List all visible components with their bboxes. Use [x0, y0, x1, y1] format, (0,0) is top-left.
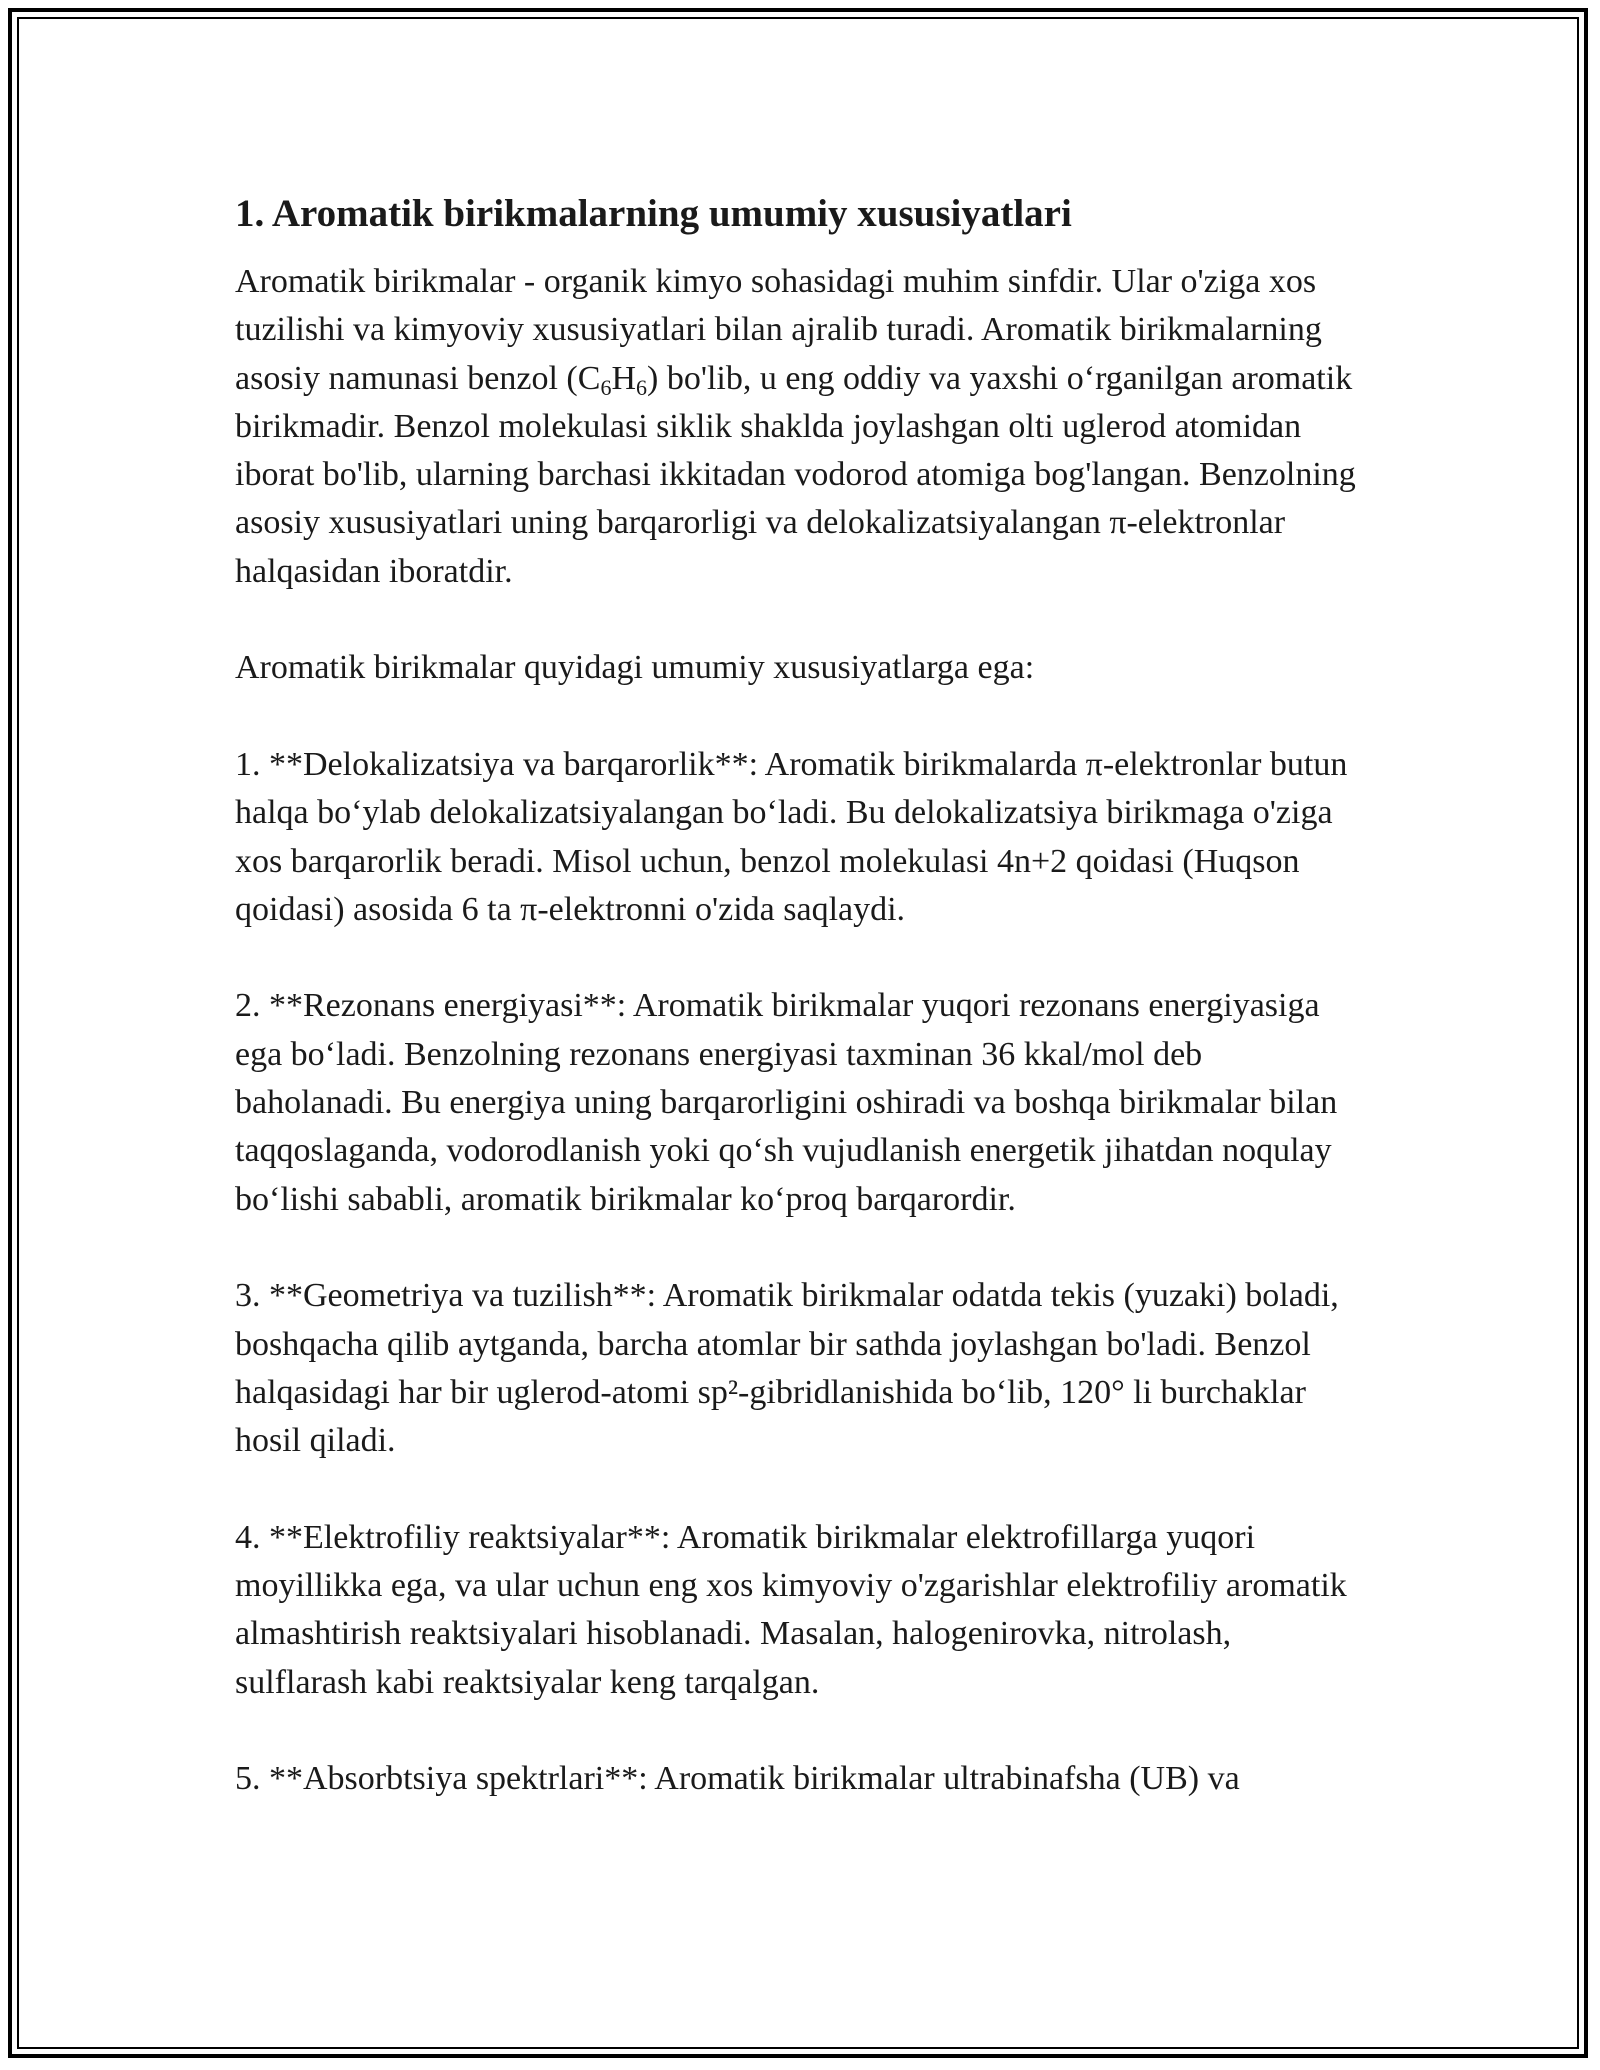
- intro-text-start: Aromatik birikmalar - organik kimyo sohasidagi muhim sinfdir. Ular o'ziga xos tuzilishi va kimyoviy xususiyatlari bilan ajralib turadi. Aromatik birikmalarning asosiy namunasi benzol (: [235, 263, 1322, 397]
- list-item: 3. **Geometriya va tuzilish**: Aromatik birikmalar odatda tekis (yuzaki) boladi, boshqacha qilib aytganda, barcha atomlar bir sathda joylashgan bo'ladi. Benzol halqasidagi har bir uglerod-atomi sp²-gibridlanishida bo‘lib, 120° li burchaklar hosil qiladi.: [235, 1277, 1339, 1460]
- list-item: 1. **Delokalizatsiya va barqarorlik**: Aromatik birikmalarda π-elektronlar butun halqa bo‘ylab delokalizatsiyalangan bo‘ladi. Bu delokalizatsiya birikmaga o'ziga xos barqarorlik beradi. Misol uchun, benzol molekulasi 4n+2 qoidasi (Huqson qoidasi) asosida 6 ta π-elektronni o'zida saqlaydi.: [235, 745, 1348, 928]
- benzene-formula: $C_6H_6$: [577, 359, 648, 400]
- list-item: 5. **Absorbtsiya spektrlari**: Aromatik birikmalar ultrabinafsha (UB) va: [235, 1760, 1240, 1798]
- section-title: 1. Aromatik birikmalarning umumiy xususiyatlari: [235, 192, 1072, 235]
- list-item: 2. **Rezonans energiyasi**: Aromatik birikmalar yuqori rezonans energiyasiga ega bo‘ladi. Benzolning rezonans energiyasi taxminan 36 kkal/mol deb baholanadi. Bu energiya uning barqarorligini oshiradi va boshqa birikmalar bilan taqqoslaganda, vodorodlanish yoki qo‘sh vujudlanish energetik jihatdan noqulay bo‘lishi sababli, aromatik birikmalar ko‘proq barqarordir.: [235, 987, 1338, 1218]
- intro-text-end: ) bo'lib, u eng oddiy va yaxshi o‘rganilgan aromatik birikmadir. Benzol molekulasi siklik shaklda joylashgan olti uglerod atomidan iborat bo'lib, ularning barchasi ikkitadan vodorod atomiga bog'langan. Benzolning asosiy xususiyatlari uning barqarorligi va delokalizatsiyalangan π-elektronlar halqasidan iboratdir.: [235, 359, 1356, 590]
- document-body: [235, 188, 1365, 1804]
- list-item: 4. **Elektrofiliy reaktsiyalar**: Aromatik birikmalar elektrofillarga yuqori moyillikka ega, va ular uchun eng xos kimyoviy o'zgarishlar elektrofiliy aromatik almashtirish reaktsiyalari hisoblanadi. Masalan, halogenirovka, nitrolash, sulflarash kabi reaktsiyalar keng tarqalgan.: [235, 1518, 1347, 1701]
- intro-paragraph: [235, 258, 1365, 596]
- lead-paragraph: Aromatik birikmalar quyidagi umumiy xususiyatlarga ega:: [235, 649, 1035, 687]
